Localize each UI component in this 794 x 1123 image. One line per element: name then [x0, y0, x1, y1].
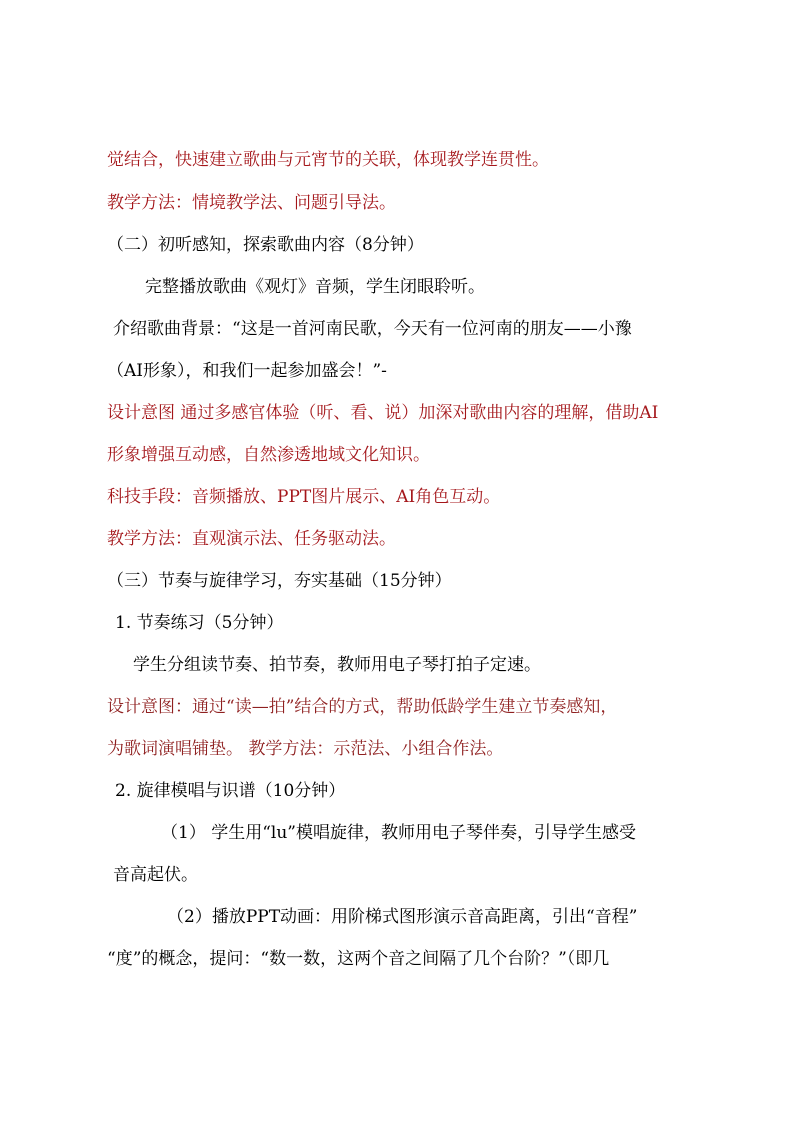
text-line-10: 教学方法：直观演示法、任务驱动法。 [107, 529, 396, 549]
subheading-1: 1. 节奏练习（5分钟） [115, 613, 284, 633]
text-line-7: 设计意图 通过多感官体验（听、看、说）加深对歌曲内容的理解，借助AI [107, 403, 659, 423]
text-line-17: （1） 学生用“lu”模唱旋律，教师用电子琴伴奏，引导学生感受 [161, 823, 636, 843]
section-heading-2: （二）初听感知，探索歌曲内容（8分钟） [107, 235, 424, 255]
text-line-13: 学生分组读节奏、拍节奏，教师用电子琴打拍子定速。 [133, 655, 541, 675]
subheading-2: 2. 旋律模唱与识谱（10分钟） [115, 781, 346, 801]
text-line-5: 介绍歌曲背景：“这是一首河南民歌，今天有一位河南的朋友——小豫 [113, 319, 632, 339]
section-heading-3: （三）节奏与旋律学习，夯实基础（15分钟） [107, 571, 452, 591]
text-line-9: 科技手段：音频播放、PPT图片展示、AI角色互动。 [107, 487, 501, 507]
text-line-2: 教学方法：情境教学法、问题引导法。 [107, 193, 396, 213]
text-line-18: 音高起伏。 [113, 865, 198, 885]
text-line-8: 形象增强互动感，自然渗透地域文化知识。 [107, 445, 430, 465]
text-line-6: （AI形象），和我们一起参加盛会！”- [107, 361, 387, 381]
text-line-1: 觉结合，快速建立歌曲与元宵节的关联，体现教学连贯性。 [107, 150, 549, 170]
text-line-4: 完整播放歌曲《观灯》音频，学生闭眼聆听。 [145, 277, 485, 297]
text-line-19: （2）播放PPT动画：用阶梯式图形演示音高距离，引出“音程” [167, 907, 638, 927]
text-line-15: 为歌词演唱铺垫。 教学方法：示范法、小组合作法。 [107, 739, 504, 759]
text-line-14: 设计意图：通过“读—拍”结合的方式，帮助低龄学生建立节奏感知， [107, 697, 618, 717]
text-line-20: “度”的概念，提问：“数一数，这两个音之间隔了几个台阶？”（即几 [107, 949, 610, 969]
